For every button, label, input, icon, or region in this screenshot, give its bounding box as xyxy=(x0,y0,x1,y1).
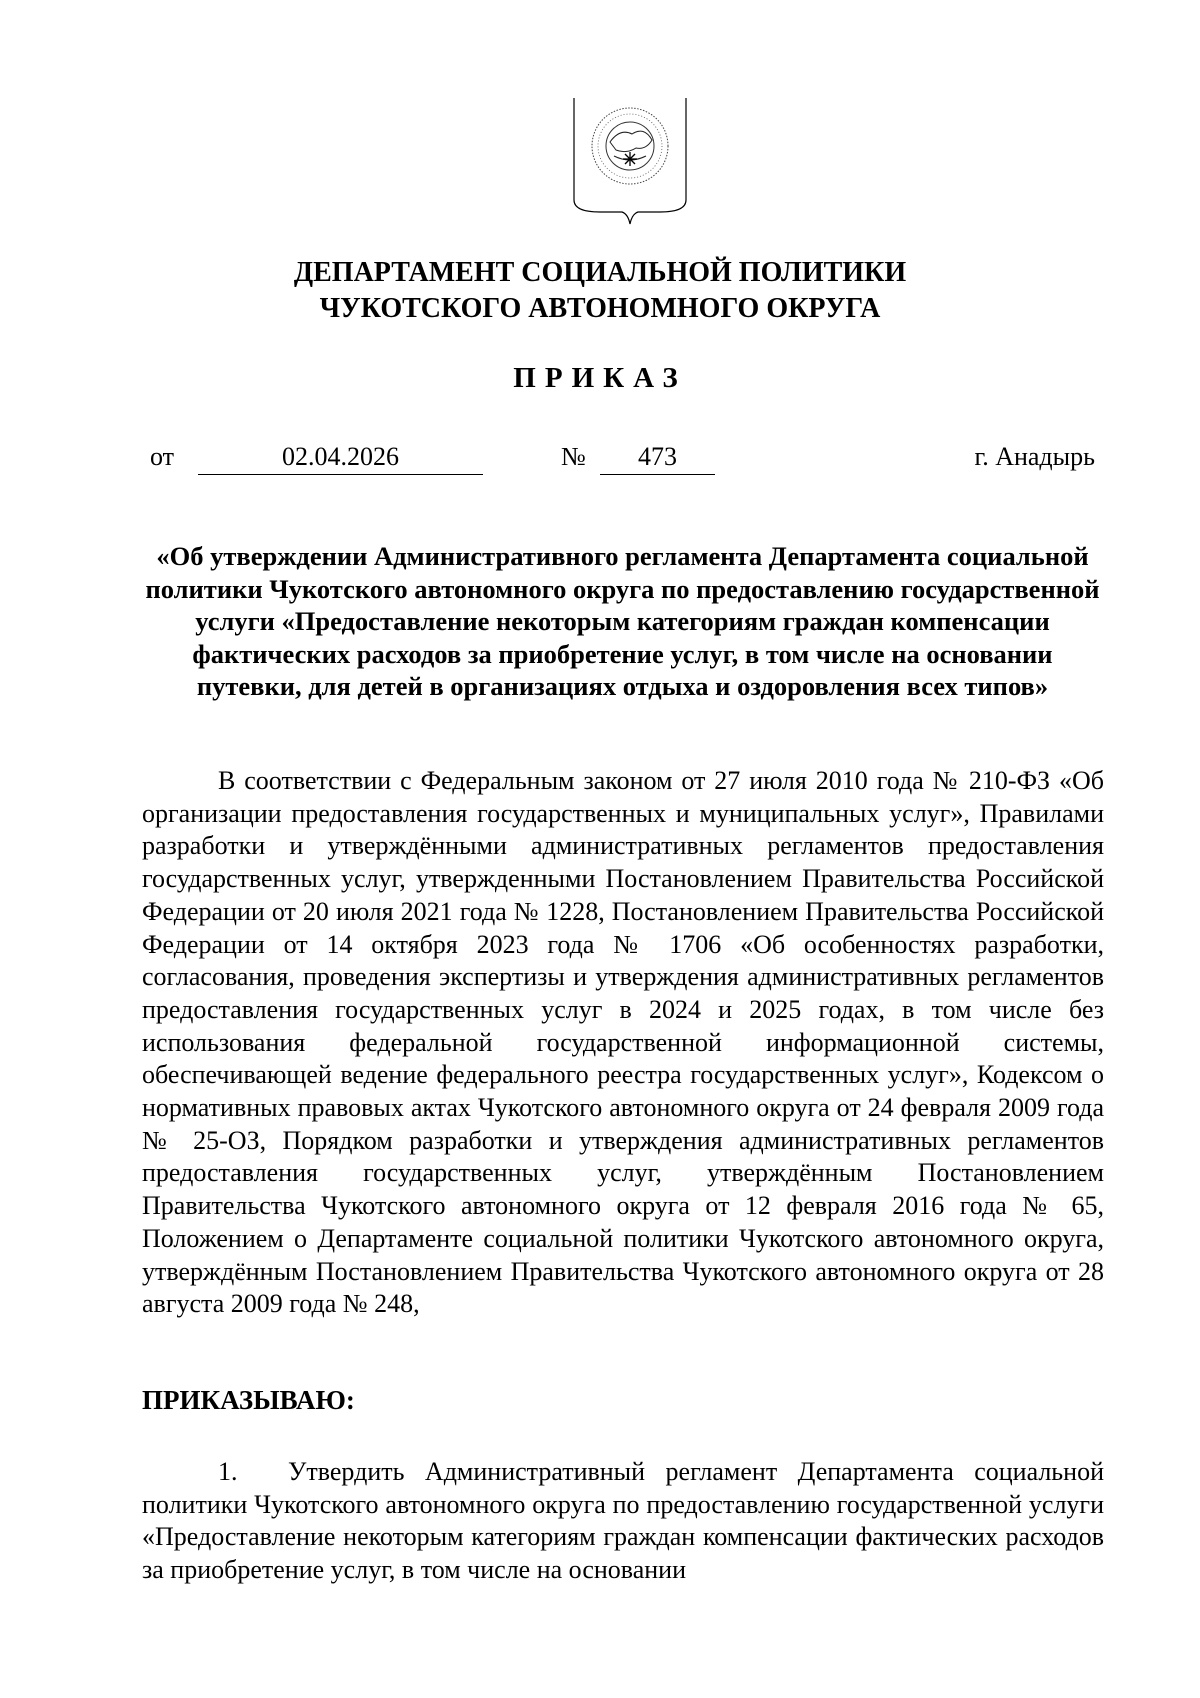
order-item-text: Утвердить Административный регламент Департамента социальной политики Чукотского автономного округа по предоставлению государственной услуги «Предоставление некоторым категориям граждан компенсации фактических расходов за приобретение услуг, в том числе на основании xyxy=(142,1457,1104,1585)
organization-name xyxy=(0,255,1200,327)
order-word: ПРИКАЗЫВАЮ: xyxy=(142,1385,355,1415)
chukotka-coat-of-arms-icon xyxy=(570,90,690,235)
order-item xyxy=(142,1456,1104,1587)
document-meta-row xyxy=(150,442,1095,482)
document-type: ПРИКАЗ xyxy=(513,362,687,394)
document-number: 473 xyxy=(600,442,715,475)
order-item-number: 1. xyxy=(218,1457,238,1486)
document-date: 02.04.2026 xyxy=(198,442,483,475)
document-city: г. Анадырь xyxy=(974,442,1095,471)
document-subject: «Об утверждении Административного регламента Департамента социальной политики Чукотского автономного округа по предоставлению государственной услуги «Предоставление некоторым категориям граждан компенсации фактических расходов за приобретение услуг, в том числе на основании путевки, для детей в организациях отдыха и оздоровления всех типов» xyxy=(145,541,1100,701)
number-sign: № xyxy=(561,442,586,471)
date-prefix: от xyxy=(150,442,175,471)
organization-name-line1: ДЕПАРТАМЕНТ СОЦИАЛЬНОЙ ПОЛИТИКИ xyxy=(293,257,907,288)
organization-name-line2: ЧУКОТСКОГО АВТОНОМНОГО ОКРУГА xyxy=(319,293,881,324)
preamble-paragraph: В соответствии с Федеральным законом от 27 июля 2010 года № 210-ФЗ «Об организации предоставления государственных и муниципальных услуг», Правилами разработки и утверждёнными административных регламентов предоставления государственных услуг, утвержденными Постановлением Правительства Российской Федерации от 20 июля 2021 года № 1228, Постановлением Правительства Российской Федерации от 14 октября 2023 года № 1706 «Об особенностях разработки, согласования, проведения экспертизы и утверждения административных регламентов предоставления государственных услуг в 2024 и 2025 годах, в том числе без использования федеральной государственной информационной системы, обеспечивающей ведение федерального реестра государственных услуг», Кодексом о нормативных правовых актах Чукотского автономного округа от 24 февраля 2009 года № 25-ОЗ, Порядком разработки и утверждения административных регламентов предоставления государственных услуг, утверждённым Постановлением Правительства Чукотского автономного округа от 12 февраля 2016 года № 65, Положением о Департаменте социальной политики Чукотского автономного округа, утверждённым Постановлением Правительства Чукотского автономного округа от 28 августа 2009 года № 248, xyxy=(142,766,1104,1319)
